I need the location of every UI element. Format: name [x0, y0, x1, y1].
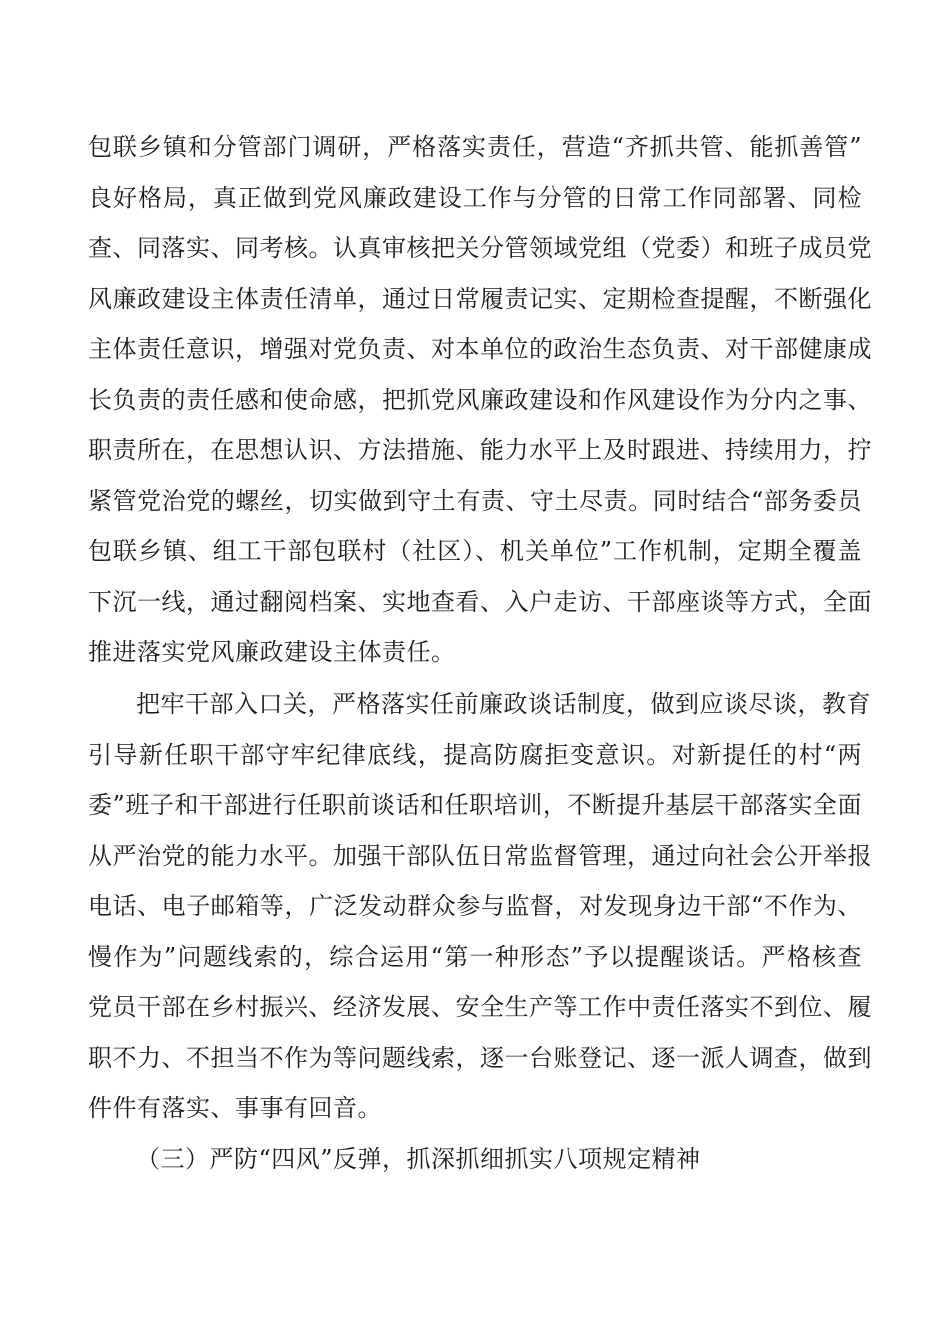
paragraph-cadre-entry — [88, 679, 872, 1134]
text-line: 从严治党的能力水平。加强干部队伍日常监督管理，通过向社会公开举报 — [88, 841, 872, 870]
text-line: 长负责的责任感和使命感，把抓党风廉政建设和作风建设作为分内之事、 — [88, 385, 872, 414]
text-line: 引导新任职干部守牢纪律底线，提高防腐拒变意识。对新提任的村“两 — [88, 740, 862, 769]
text-line: 件件有落实、事事有回音。 — [88, 1094, 382, 1122]
text-line: 党员干部在乡村振兴、经济发展、安全生产等工作中责任落实不到位、履 — [88, 993, 872, 1021]
text-line: 慢作为”问题线索的，综合运用“第一种形态”予以提醒谈话。严格核查 — [88, 942, 862, 971]
paragraph-responsibility — [88, 122, 872, 678]
text-line: 风廉政建设主体责任清单，通过日常履责记实、定期检查提醒，不断强化 — [88, 284, 872, 313]
text-line: 包联乡镇和分管部门调研，严格落实责任，营造“齐抓共管、能抓善管” — [88, 133, 862, 161]
text-line: 委”班子和干部进行任职前谈话和任职培训，不断提升基层干部落实全面 — [88, 791, 862, 819]
text-line: 紧管党治党的螺丝，切实做到守土有责、守土尽责。同时结合“部务委员 — [88, 486, 862, 515]
section-heading — [88, 1134, 862, 1185]
text-line: 良好格局，真正做到党风廉政建设工作与分管的日常工作同部署、同检 — [88, 183, 862, 212]
text-line: 职不力、不担当不作为等问题线索，逐一台账登记、逐一派人调查，做到 — [88, 1043, 872, 1072]
text-line: 推进落实党风廉政建设主体责任。 — [88, 638, 456, 666]
text-line: 包联乡镇、组工干部包联村（社区）、机关单位”工作机制，定期全覆盖 — [88, 537, 862, 565]
text-line: 查、同落实、同考核。认真审核把关分管领域党组（党委）和班子成员党 — [88, 234, 872, 262]
text-line: 主体责任意识，增强对党负责、对本单位的政治生态负责、对干部健康成 — [88, 335, 872, 363]
heading-line: （三）严防“四风”反弹，抓深抓细抓实八项规定精神 — [136, 1145, 701, 1173]
text-line: 电话、电子邮箱等，广泛发动群众参与监督，对发现身边干部“不作为、 — [88, 892, 862, 920]
text-line: 下沉一线，通过翻阅档案、实地查看、入户走访、干部座谈等方式，全面 — [88, 587, 872, 616]
text-line: 把牢干部入口关，严格落实任前廉政谈话制度，做到应谈尽谈，教育 — [136, 690, 871, 718]
text-line: 职责所在，在思想认识、方法措施、能力水平上及时跟进、持续用力，拧 — [88, 436, 872, 464]
